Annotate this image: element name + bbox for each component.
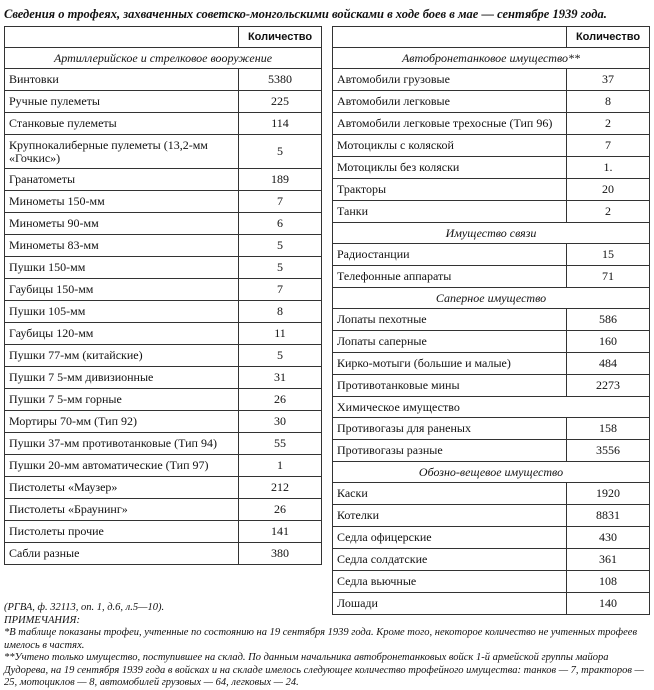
item-name: Автомобили грузовые bbox=[333, 69, 567, 91]
table-row bbox=[5, 411, 322, 433]
item-quantity: 26 bbox=[239, 499, 322, 521]
table-row bbox=[5, 521, 322, 543]
item-quantity: 1920 bbox=[567, 483, 650, 505]
table-row bbox=[5, 301, 322, 323]
item-name: Станковые пулеметы bbox=[5, 113, 239, 135]
table-row bbox=[5, 113, 322, 135]
table-row bbox=[333, 309, 650, 331]
item-name: Минометы 83-мм bbox=[5, 235, 239, 257]
item-name: Мотоциклы с коляской bbox=[333, 135, 567, 157]
item-quantity: 160 bbox=[567, 331, 650, 353]
item-quantity: 8 bbox=[239, 301, 322, 323]
item-name: Пушки 150-мм bbox=[5, 257, 239, 279]
section-title: Артиллерийское и стрелковое вооружение bbox=[5, 48, 322, 69]
note-2: **Учтено только имущество, поступившее на склад. По данным начальника автобронетанковых войск 1-й армейской группы майора Дудорева, на 19 сентября 1939 года в войсках и на складе имелось следующее количество трофейного имущества: танков — 7, тракторов — 25, мотоциклов — 8, автомобилей грузовых — 64, легковых — 24. bbox=[4, 652, 644, 688]
table-row bbox=[5, 279, 322, 301]
table-row bbox=[333, 91, 650, 113]
item-name: Кирко-мотыги (большие и малые) bbox=[333, 353, 567, 375]
section-title: Имущество связи bbox=[333, 223, 650, 244]
item-quantity: 8 bbox=[567, 91, 650, 113]
table-row bbox=[333, 157, 650, 179]
item-name: Танки bbox=[333, 201, 567, 223]
table-row bbox=[333, 201, 650, 223]
table-row bbox=[5, 135, 322, 169]
item-name: Противотанковые мины bbox=[333, 375, 567, 397]
table-row bbox=[5, 499, 322, 521]
item-name: Пистолеты прочие bbox=[5, 521, 239, 543]
item-name: Седла солдатские bbox=[333, 549, 567, 571]
notes-heading: ПРИМЕЧАНИЯ: bbox=[4, 614, 80, 626]
table-row bbox=[333, 266, 650, 288]
item-name: Пистолеты «Браунинг» bbox=[5, 499, 239, 521]
item-name: Радиостанции bbox=[333, 244, 567, 266]
item-name: Пушки 77-мм (китайские) bbox=[5, 345, 239, 367]
weapons-table bbox=[4, 26, 322, 565]
table-row bbox=[5, 213, 322, 235]
item-name: Пушки 105-мм bbox=[5, 301, 239, 323]
property-table bbox=[332, 26, 650, 615]
item-quantity: 2 bbox=[567, 201, 650, 223]
table-row bbox=[5, 169, 322, 191]
table-row bbox=[333, 571, 650, 593]
table-row bbox=[5, 345, 322, 367]
item-quantity: 5 bbox=[239, 257, 322, 279]
item-quantity: 20 bbox=[567, 179, 650, 201]
item-name: Пушки 7 5-мм горные bbox=[5, 389, 239, 411]
page-title: Сведения о трофеях, захваченных советско-монгольскими войсками в ходе боев в мае — сентябре 1939 года. bbox=[4, 7, 607, 21]
table-row bbox=[333, 375, 650, 397]
item-quantity: 7 bbox=[239, 191, 322, 213]
item-quantity: 430 bbox=[567, 527, 650, 549]
section-row bbox=[333, 462, 650, 483]
table-row bbox=[5, 69, 322, 91]
table-row bbox=[5, 455, 322, 477]
table-row bbox=[5, 477, 322, 499]
item-quantity: 158 bbox=[567, 418, 650, 440]
item-quantity: 2 bbox=[567, 113, 650, 135]
item-quantity: 7 bbox=[567, 135, 650, 157]
item-quantity: 1. bbox=[567, 157, 650, 179]
item-quantity: 8831 bbox=[567, 505, 650, 527]
item-quantity: 361 bbox=[567, 549, 650, 571]
table-row bbox=[5, 235, 322, 257]
item-quantity: 55 bbox=[239, 433, 322, 455]
item-quantity: 380 bbox=[239, 543, 322, 565]
item-quantity: 114 bbox=[239, 113, 322, 135]
item-quantity: 140 bbox=[567, 593, 650, 615]
quantity-header: Количество bbox=[239, 27, 322, 48]
table-row bbox=[5, 323, 322, 345]
source-note: (РГВА, ф. 32113, оп. 1, д.6, л.5—10). bbox=[4, 602, 165, 613]
section-title: Химическое имущество bbox=[333, 397, 650, 418]
item-name: Каски bbox=[333, 483, 567, 505]
item-quantity: 11 bbox=[239, 323, 322, 345]
item-name: Котелки bbox=[333, 505, 567, 527]
table-row bbox=[333, 331, 650, 353]
item-quantity: 71 bbox=[567, 266, 650, 288]
item-quantity: 7 bbox=[239, 279, 322, 301]
table-row bbox=[333, 135, 650, 157]
item-name: Противогазы разные bbox=[333, 440, 567, 462]
item-quantity: 189 bbox=[239, 169, 322, 191]
item-name: Гаубицы 120-мм bbox=[5, 323, 239, 345]
item-name: Лопаты саперные bbox=[333, 331, 567, 353]
item-quantity: 141 bbox=[239, 521, 322, 543]
section-title: Обозно-вещевое имущество bbox=[333, 462, 650, 483]
item-quantity: 5380 bbox=[239, 69, 322, 91]
table-row bbox=[333, 353, 650, 375]
item-name: Сабли разные bbox=[5, 543, 239, 565]
table-row bbox=[5, 367, 322, 389]
section-row bbox=[333, 48, 650, 69]
item-name: Автомобили легковые bbox=[333, 91, 567, 113]
item-name: Мотоциклы без коляски bbox=[333, 157, 567, 179]
table-row bbox=[333, 244, 650, 266]
section-row bbox=[333, 397, 650, 418]
section-title: Автобронетанковое имущество** bbox=[333, 48, 650, 69]
item-name: Пушки 37-мм противотанковые (Тип 94) bbox=[5, 433, 239, 455]
table-row bbox=[333, 527, 650, 549]
item-name: Ручные пулеметы bbox=[5, 91, 239, 113]
item-name: Противогазы для раненых bbox=[333, 418, 567, 440]
note-1: *В таблице показаны трофеи, учтенные по состоянию на 19 сентября 1939 года. Кроме того, некоторое количество не учтенных трофеев имелось в частях. bbox=[4, 627, 638, 651]
item-quantity: 37 bbox=[567, 69, 650, 91]
table-row bbox=[5, 91, 322, 113]
item-name: Автомобили легковые трехосные (Тип 96) bbox=[333, 113, 567, 135]
item-quantity: 225 bbox=[239, 91, 322, 113]
item-name: Пистолеты «Маузер» bbox=[5, 477, 239, 499]
notes bbox=[4, 602, 650, 690]
item-quantity: 5 bbox=[239, 345, 322, 367]
item-name: Лопаты пехотные bbox=[333, 309, 567, 331]
item-name: Пушки 20-мм автоматические (Тип 97) bbox=[5, 455, 239, 477]
item-header bbox=[5, 27, 239, 48]
item-quantity: 31 bbox=[239, 367, 322, 389]
section-title: Саперное имущество bbox=[333, 288, 650, 309]
table-row bbox=[5, 257, 322, 279]
item-quantity: 108 bbox=[567, 571, 650, 593]
item-quantity: 212 bbox=[239, 477, 322, 499]
item-quantity: 5 bbox=[239, 135, 322, 169]
table-row bbox=[333, 549, 650, 571]
section-row bbox=[333, 288, 650, 309]
item-quantity: 30 bbox=[239, 411, 322, 433]
table-row bbox=[5, 433, 322, 455]
quantity-header: Количество bbox=[567, 27, 650, 48]
table-row bbox=[333, 418, 650, 440]
item-header bbox=[333, 27, 567, 48]
item-quantity: 6 bbox=[239, 213, 322, 235]
item-name: Гаубицы 150-мм bbox=[5, 279, 239, 301]
item-quantity: 2273 bbox=[567, 375, 650, 397]
table-row bbox=[333, 69, 650, 91]
item-quantity: 15 bbox=[567, 244, 650, 266]
item-name: Седла офицерские bbox=[333, 527, 567, 549]
item-quantity: 484 bbox=[567, 353, 650, 375]
item-name: Лошади bbox=[333, 593, 567, 615]
item-name: Крупнокалиберные пулеметы (13,2-мм «Гочкис») bbox=[5, 135, 239, 169]
section-row bbox=[333, 223, 650, 244]
table-row bbox=[5, 543, 322, 565]
table-row bbox=[333, 179, 650, 201]
item-name: Тракторы bbox=[333, 179, 567, 201]
item-name: Гранатометы bbox=[5, 169, 239, 191]
item-quantity: 26 bbox=[239, 389, 322, 411]
item-name: Пушки 7 5-мм дивизионные bbox=[5, 367, 239, 389]
table-row bbox=[333, 440, 650, 462]
table-row bbox=[333, 505, 650, 527]
item-quantity: 1 bbox=[239, 455, 322, 477]
item-name: Седла вьючные bbox=[333, 571, 567, 593]
table-row bbox=[333, 113, 650, 135]
item-name: Винтовки bbox=[5, 69, 239, 91]
item-name: Мортиры 70-мм (Тип 92) bbox=[5, 411, 239, 433]
item-name: Минометы 90-мм bbox=[5, 213, 239, 235]
table-row bbox=[5, 389, 322, 411]
item-quantity: 3556 bbox=[567, 440, 650, 462]
item-quantity: 586 bbox=[567, 309, 650, 331]
table-row bbox=[5, 191, 322, 213]
table-row bbox=[333, 483, 650, 505]
item-name: Минометы 150-мм bbox=[5, 191, 239, 213]
item-name: Телефонные аппараты bbox=[333, 266, 567, 288]
item-quantity: 5 bbox=[239, 235, 322, 257]
